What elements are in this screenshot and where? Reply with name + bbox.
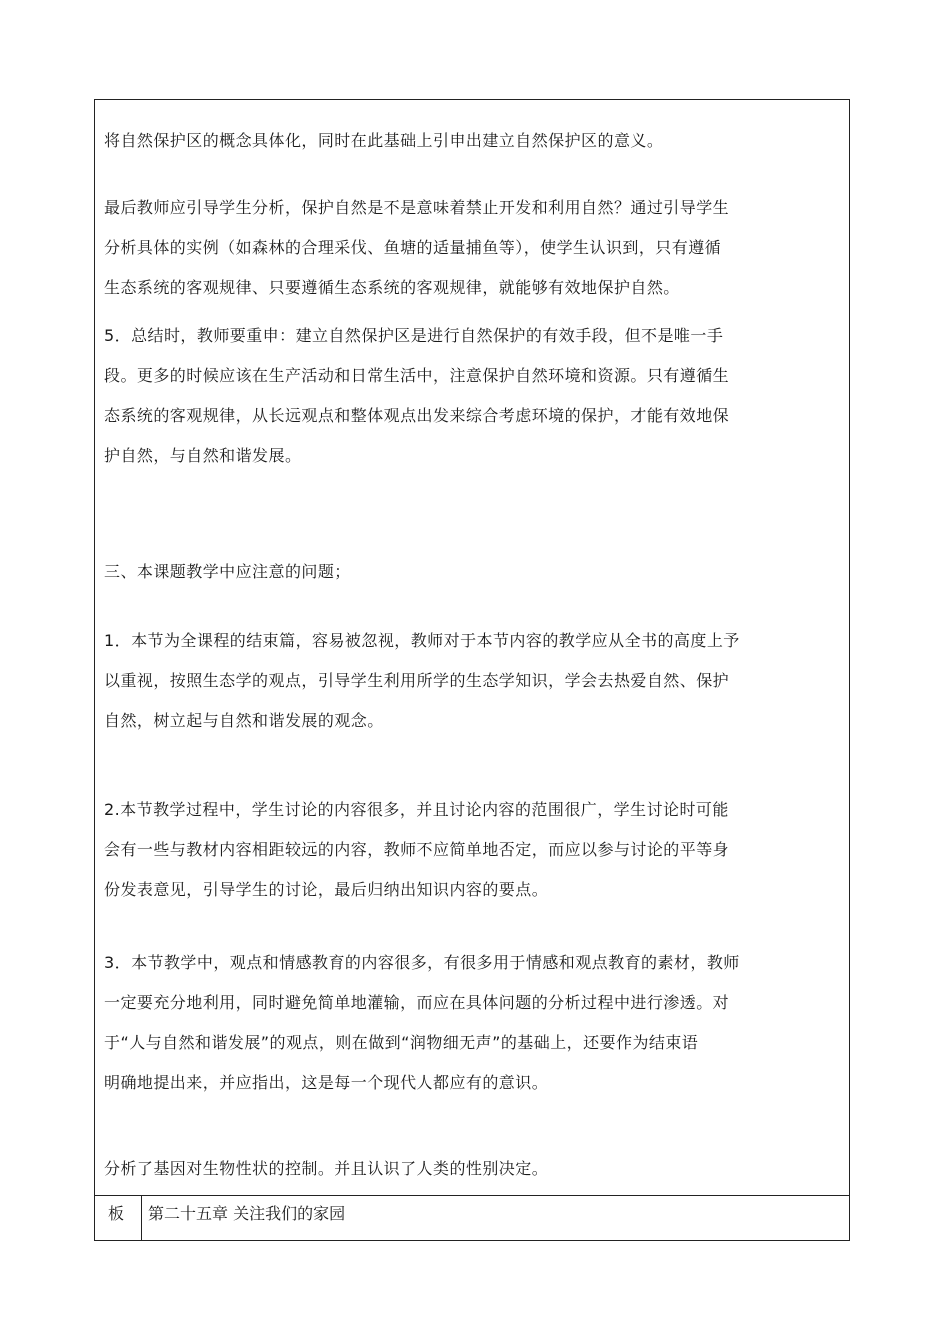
text-line: 三、本课题教学中应注意的问题； [104,562,351,581]
text-line: 2.本节教学过程中，学生讨论的内容很多，并且讨论内容的范围很广，学生讨论时可能 [104,800,729,819]
text-line: 态系统的客观规律，从长远观点和整体观点出发来综合考虑环境的保护，才能有效地保 [104,406,730,425]
text-line: 5．总结时，教师要重申：建立自然保护区是进行自然保护的有效手段，但不是唯一手 [104,326,724,345]
paragraph-note-3 [104,943,844,1103]
text-line: 于“人与自然和谐发展”的观点，则在做到“润物细无声”的基础上，还要作为结束语 [104,1033,699,1052]
text-line: 以重视，按照生态学的观点，引导学生利用所学的生态学知识，学会去热爱自然、保护 [104,671,730,690]
text-line: 一定要充分地利用，同时避免简单地灌输，而应在具体问题的分析过程中进行渗透。对 [104,993,730,1012]
paragraph-protect-nature [104,188,844,308]
text-line: 生态系统的客观规律、只要遵循生态系统的客观规律，就能够有效地保护自然。 [104,278,680,297]
text-line: 1．本节为全课程的结束篇，容易被忽视，教师对于本节内容的教学应从全书的高度上予 [104,631,740,650]
text-line: 将自然保护区的概念具体化，同时在此基础上引申出建立自然保护区的意义。 [104,131,664,150]
text-line: 最后教师应引导学生分析，保护自然是不是意味着禁止开发和利用自然？通过引导学生 [104,198,730,217]
section-heading-3 [104,552,844,592]
text-line: 会有一些与教材内容相距较远的内容，教师不应简单地否定，而应以参与讨论的平等身 [104,840,730,859]
board-content-cell [142,1195,849,1240]
board-row [95,1195,849,1240]
paragraph-intro [104,121,844,161]
text-line: 份发表意见，引导学生的讨论，最后归纳出知识内容的要点。 [104,880,549,899]
text-line: 分析了基因对生物性状的控制。并且认识了人类的性别决定。 [104,1159,549,1178]
paragraph-summary-5 [104,316,844,476]
paragraph-note-2 [104,790,844,910]
text-line: 护自然，与自然和谐发展。 [104,446,302,465]
text-line: 明确地提出来，并应指出，这是每一个现代人都应有的意识。 [104,1073,549,1092]
board-label: 板 [108,1204,125,1223]
chapter-title: 第二十五章 关注我们的家园 [148,1204,346,1223]
board-label-cell [95,1195,142,1240]
text-line: 分析具体的实例（如森林的合理采伐、鱼塘的适量捕鱼等），使学生认识到，只有遵循 [104,238,722,257]
lesson-table [94,99,850,1241]
paragraph-note-1 [104,621,844,741]
text-line: 3．本节教学中，观点和情感教育的内容很多，有很多用于情感和观点教育的素材，教师 [104,953,740,972]
text-line: 自然，树立起与自然和谐发展的观念。 [104,711,384,730]
notes-cell [95,100,849,1196]
paragraph-genetics [104,1149,844,1189]
text-line: 段。更多的时候应该在生产活动和日常生活中，注意保护自然环境和资源。只有遵循生 [104,366,730,385]
